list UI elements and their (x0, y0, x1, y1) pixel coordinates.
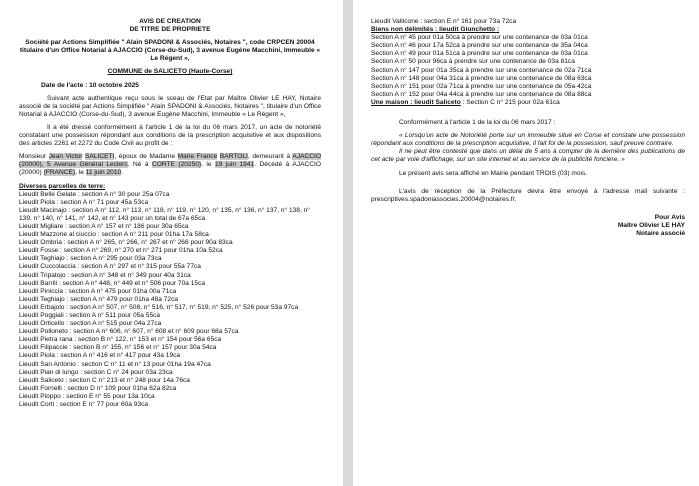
residence: AJACCIO (20000), 5 Avenue Général Leclerc (19, 153, 321, 169)
parcel-item: Lieudit Ombria : section A n° 265, n° 266, n° 267 et n° 268 pour 90a 83ca (19, 239, 233, 247)
signature-line-2: Maître Olivier LE HAY (617, 221, 685, 229)
non-delimited-list (371, 34, 685, 99)
last-name: SALICETI (85, 153, 115, 161)
parcel-item: Lieudit Barrili : section A n° 448, n° 449 et n° 506 pour 70a 15ca (19, 279, 206, 287)
document-title (19, 18, 321, 34)
parcel-item: Lieudit Polloneto : section A n° 606, n° 607, n° 608 et n° 609 pour 68a 57ca (19, 328, 239, 336)
parcel-item: Lieudit Saliceto : section C n° 213 et n° 248 pour 14a 76ca (19, 376, 190, 384)
non-delimited-item: Section A n° 147 pour 01a 35ca à prendre sur une contenance de 02a 71ca (371, 66, 592, 74)
non-delimited-item: Section A n° 151 pour 02a 71ca à prendre sur une contenance de 05a 42ca (371, 82, 592, 90)
parcel-item: Lieudit Erbajolo : section A n° 507, n° 508, n° 516, n° 517, n° 519, n° 525, n° 526 pour 53a 97ca (19, 303, 299, 311)
non-delimited-item: Section A n° 148 pour 04a 31ca à prendre sur une contenance de 08a 63ca (371, 74, 592, 82)
death-country: (FRANCE) (43, 169, 76, 177)
death-date: 11 juin 2010 (85, 169, 122, 177)
parcel-item: Lieudit Cuccolaccia : section A n° 297 et n° 315 pour 55a 77ca (19, 263, 201, 271)
non-delimited-item: Section A n° 46 pour 17a 52ca à prendre sur une contenance de 35a 04ca (371, 42, 588, 50)
parcels-heading: Diverses parcelles de terre: (19, 182, 106, 190)
law-line: Conformément à l'article 1 de la loi du 06 mars 2017 : (399, 119, 556, 127)
vallicone-line: Lieudit Vallicone : section E n° 161 pour 73a 72ca (371, 18, 517, 25)
parcel-item: Lieudit Tripatojo : section A n° 348 et n° 349 pour 40a 31ca (19, 271, 191, 279)
parcel-item: Lieudit Orticello : section A n° 515 pour 04a 27ca (19, 320, 162, 328)
title-line-1: AVIS DE CREATION (139, 18, 201, 25)
beneficiary-paragraph: Monsieur Jean Victor SALICETI, époux de Madame Marie France BARTOLI, demeurant à AJACCIO (20000), 5 Avenue Général Leclerc. Né à CORTE (20250), le 19 juin 1941. Décédé à AJACCIO (20000) (FRANCE), le 11 juin 2010. (19, 153, 321, 177)
birth-date: 19 juin 1941 (215, 161, 255, 169)
non-delimited-heading: Biens non délimités : lieudit Giunchetto : (371, 26, 500, 34)
commune-title: COMMUNE de SALICETO (Haute-Corse) (107, 68, 233, 76)
receipt-paragraph: L'avis de réception de la Préfecture devra être envoyé à l'adresse mail suivante : prescriptives.spadoniassocies.20004@notaires.fr. (371, 187, 685, 203)
document-page-right (353, 0, 699, 486)
law-quote-1: « Lorsqu'un acte de Notoriété porte sur un immeuble situé en Corse et constate une possession répondant aux conditions de la prescription acquisitive, il fait foi de la possession, sauf preuve contraire. (371, 132, 685, 148)
parcel-item: Lieudit Fornelli : section D n° 109 pour 01ha 62a 82ca (19, 384, 177, 392)
document-page-left (0, 0, 343, 486)
parcel-item: Lieudit Teghiajo : section A n° 479 pour 01ha 48a 72ca (19, 295, 179, 303)
non-delimited-item: Section A n° 49 pour 01a 51ca à prendre sur une contenance de 03a 01ca (371, 50, 588, 58)
signature-line-1: Pour Avis (654, 213, 685, 221)
company-block: Société par Actions Simplifiée " Alain SPADONI & Associés, Notaires ", code CRPCEN 20004 titulaire d'un Office Notarial à AJACCIO (Corse-du-Sud), 3 avenue Eugène Macchini, Immeuble « Le Régent », (19, 39, 321, 63)
parcel-list (19, 191, 321, 410)
posting-line: Le présent avis sera affiché en Mairie pendant TROIS (03) mois. (399, 169, 588, 177)
parcel-item: Lieudit Piniccia : section A n° 475 pour 01ha 00a 71ca (19, 287, 177, 295)
parcel-item: Lieudit Piola : section A n° 416 et n° 417 pour 43a 19ca (19, 352, 181, 360)
house-label: Une maison : lieudit Saliceto (371, 98, 461, 106)
spouse-last-name: BARTOLI (219, 153, 248, 161)
parcel-item: Lieudit Pioppo : section E n° 55 pour 13a 10ca (19, 392, 155, 400)
non-delimited-item: Section A n° 45 pour 01a 50ca à prendre sur une contenance de 03a 01ca (371, 34, 588, 42)
parcel-item: Lieudit Mazzone al ciuccio : section A n° 211 pour 01ha 17a 58ca (19, 231, 209, 239)
title-line-2: DE TITRE DE PROPRIETE (129, 26, 211, 34)
parcel-item: Lieudit Macinajo : section A n° 112, n° 113, n° 118, n° 119, n° 120, n° 135, n° 136, n° 137, n° 138, n° 139, n° 140, n° 141, n° 142, et n° 143 pour un total de 67a 65ca (19, 206, 310, 222)
first-name: Jean Victor (48, 153, 83, 161)
signature-line-3: Notaire associé (636, 229, 685, 237)
parcel-item: Lieudit Belle Gelate : section A n° 30 pour 25a 07ca (19, 190, 170, 198)
parcel-item: Lieudit Pietra rana : section B n° 122, n° 153 et n° 154 pour 56a 65ca (19, 336, 222, 344)
parcel-item: Lieudit Piola : section A n° 71 pour 45a 53ca (19, 198, 149, 206)
act-date: Date de l'acte : 10 octobre 2025 (41, 81, 139, 89)
intro-paragraph: Suivant acte authentique reçu sous le sceau de l'Etat par Maître Olivier LE HAY, Notaire associé de la société par Actions Simplifiée " Alain SPADONI & Associés, Notaires ", titulaire d'un Office Notarial à AJACCIO (Corse-du-Sud), 3 avenue Eugène Macchini, Immeuble « Le Régent », (19, 94, 321, 118)
parcel-item: Lieudit Corti : section E n° 77 pour 60a 93ca (19, 401, 149, 409)
parcel-item: Lieudit Migliare : section A n° 157 et n° 186 pour 30a 65ca (19, 222, 189, 230)
parcel-item: Lieudit Fosse : section A n° 269, n° 270 et n° 271 pour 01ha 10a 52ca (19, 247, 223, 255)
non-delimited-item: Section A n° 152 pour 04a 44ca à prendre sur une contenance de 08a 88ca (371, 90, 592, 98)
house-line (371, 99, 685, 107)
spouse-first-name: Marie France (177, 153, 218, 161)
parcel-item: Lieudit Teghiajo : section A n° 295 pour 03a 73ca (19, 255, 162, 263)
non-delimited-item: Section A n° 50 pour 96ca à prendre sur une contenance de 03a 81ca (371, 58, 575, 66)
notoriety-paragraph: Il a été dressé conformément à l'article 1 de la loi du 06 mars 2017, un acte de notoriété constatant une possession répondant aux conditions de la prescription acquisitive et aux dispositions des articles 2261 et 2272 du Code Civil au profit de : (19, 123, 321, 148)
law-quote-2: Il ne peut être contesté que dans un délai de 5 ans à compter de la dernière des publications de cet acte par voie d'affichage, sur un site internet et au service de la publicité foncière. » (371, 148, 685, 164)
parcel-item: Lieudit Poggiali : section A n° 511 pour 05a 55ca (19, 312, 161, 319)
parcel-item: Lieudit San Antonio : section C n° 11 et n° 13 pour 01ha 19a 47ca (19, 360, 211, 368)
birth-place: CORTE (20250) (151, 161, 202, 169)
parcel-item: Lieudit Pian di lungo : section C n° 24 pour 03a 23ca (19, 368, 173, 376)
house-detail: : Section C n° 215 pour 02a 61ca (460, 98, 560, 106)
parcel-item: Lieudit Filipaccie : section B n° 155, n° 156 et n° 157 pour 30a 54ca (19, 344, 217, 352)
